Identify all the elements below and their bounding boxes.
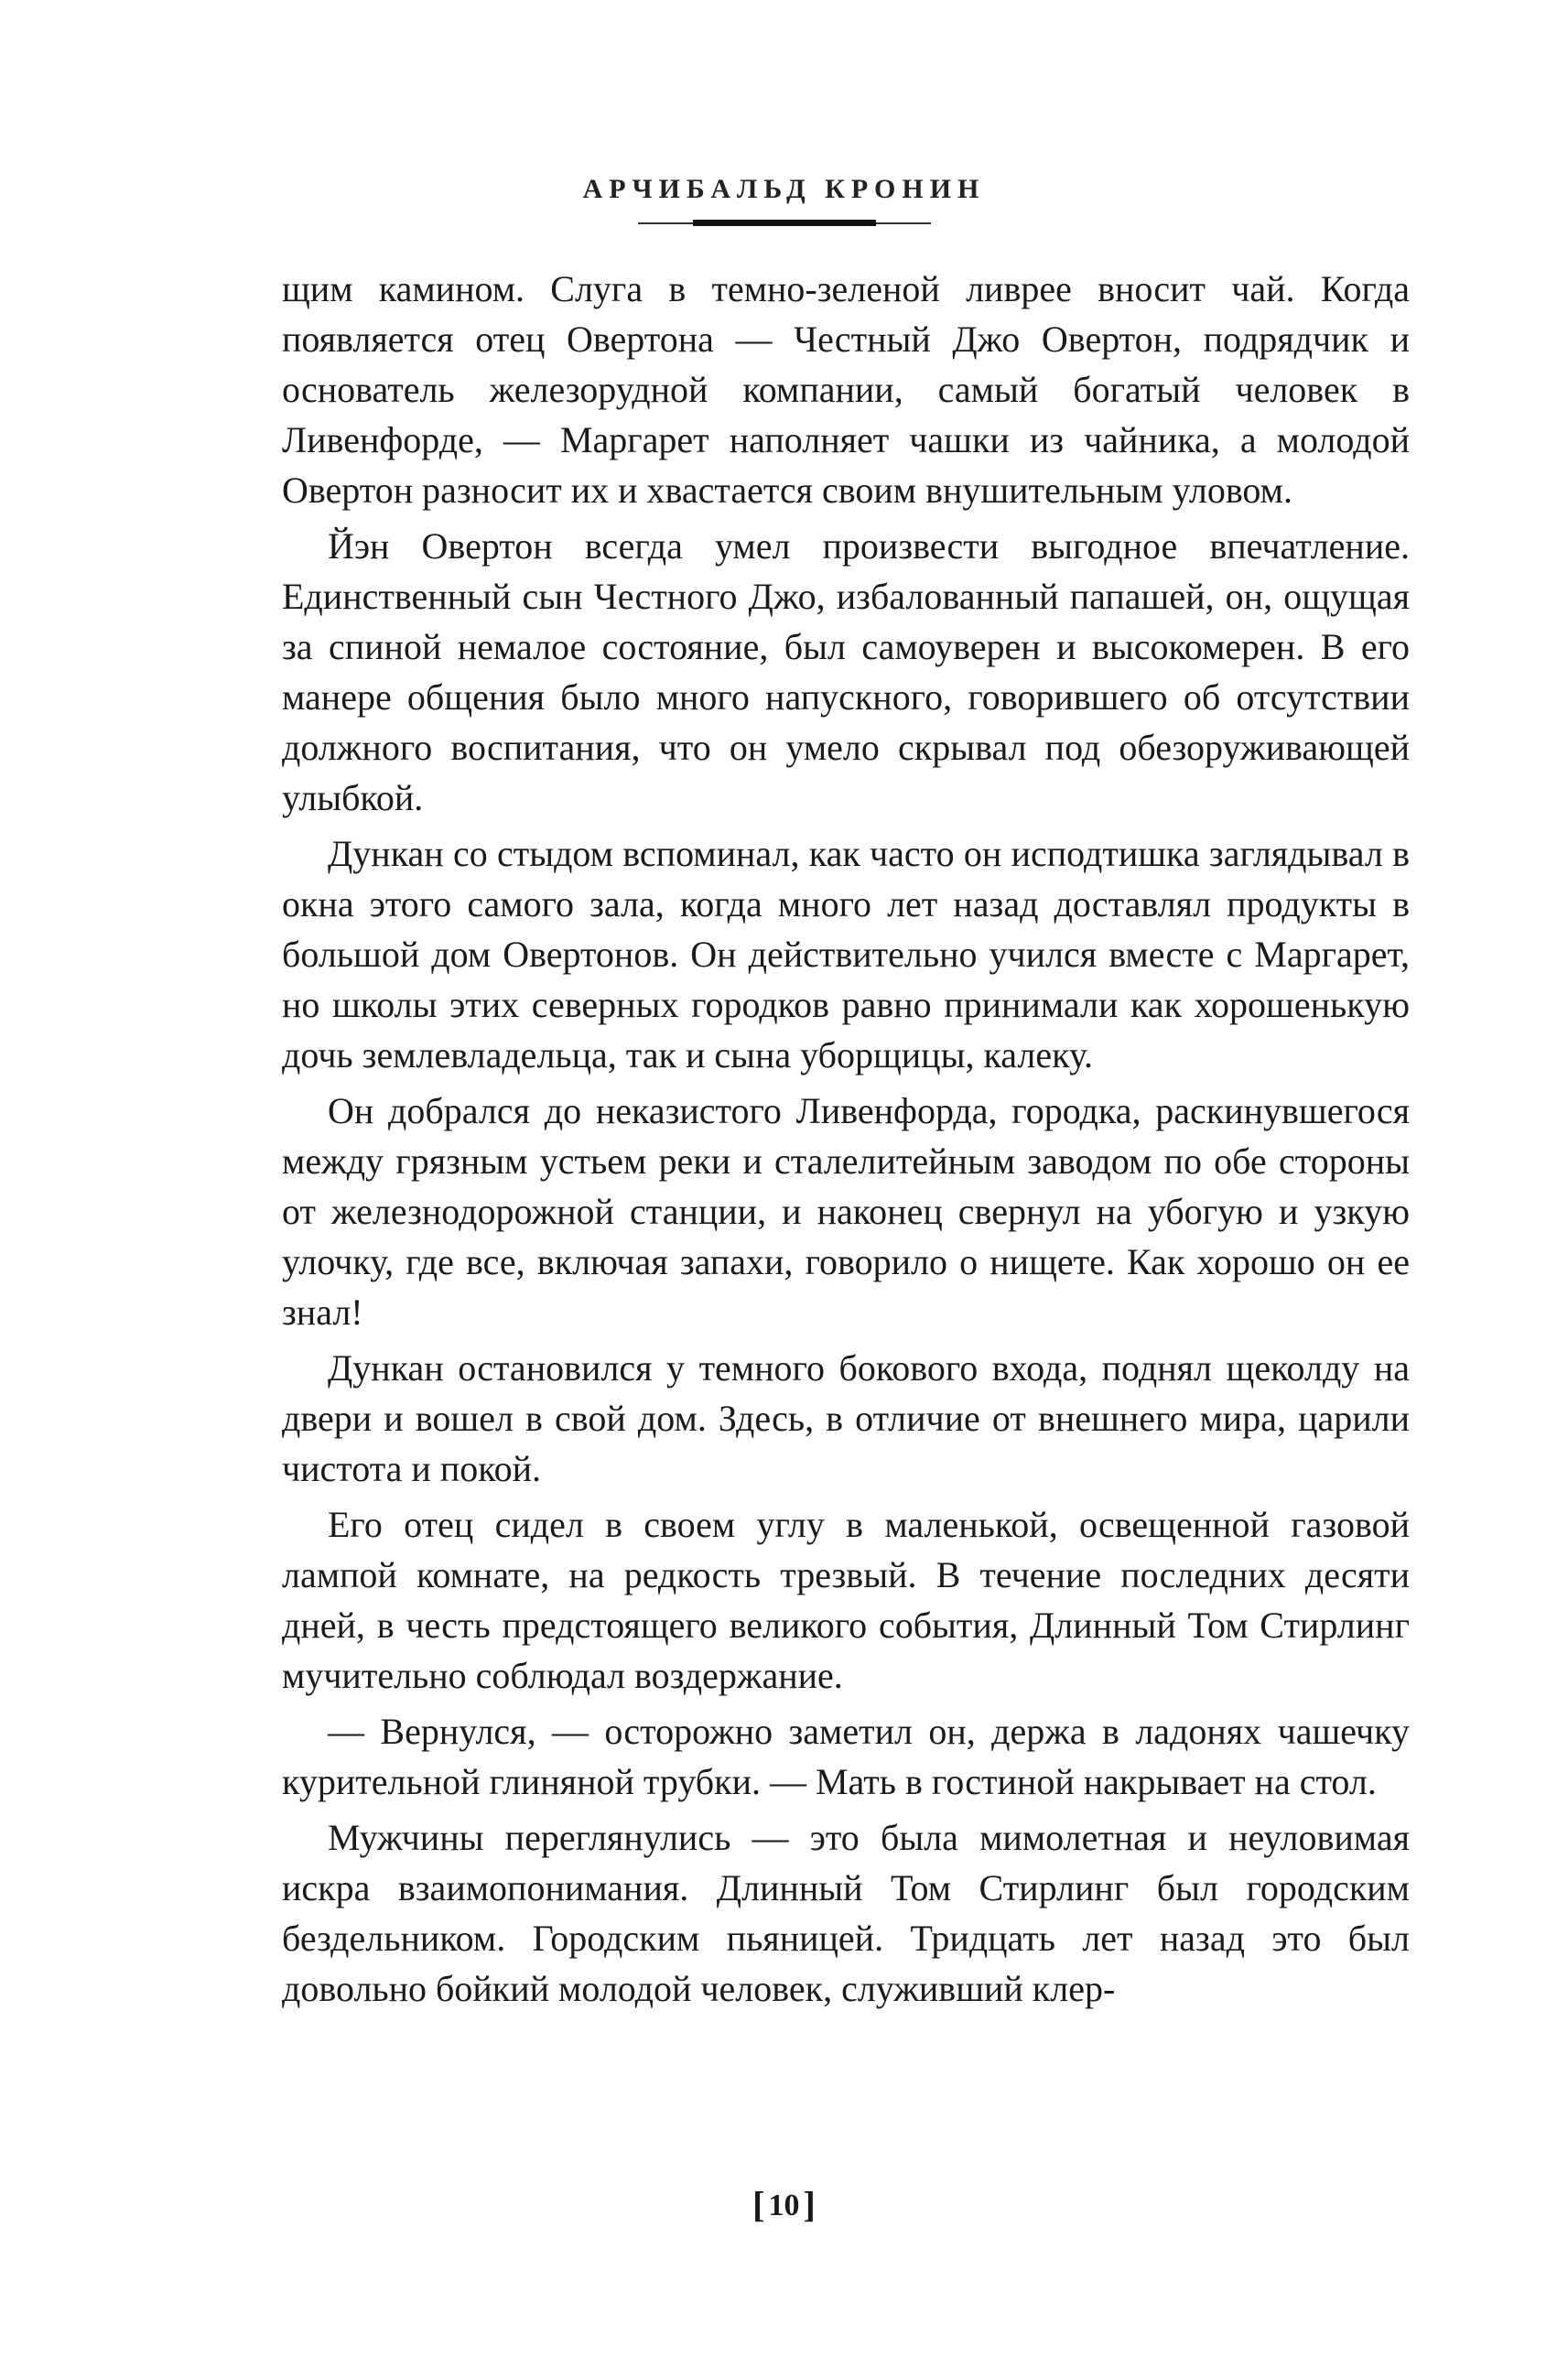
paragraph: Он добрался до неказистого Ливенфорда, городка, раскинувшегося между грязным устьем реки и сталелитейным заводом по обе стороны от железнодорожной станции, и наконец свернул на убогую и узкую улочку, где все, включая запахи, говорило о нищете. Как хорошо он ее знал! [282, 1090, 1410, 1333]
paragraph: Дункан остановился у темного бокового входа, поднял щеколду на двери и вошел в свой дом. Здесь, в отличие от внешнего мира, царили чистота и покой. [282, 1347, 1410, 1489]
page-number [0, 2183, 1568, 2226]
paragraph: Дункан со стыдом вспоминал, как часто он исподтишка заглядывал в окна этого самого зала, когда много лет назад доставлял продукты в большой дом Овертонов. Он действительно учился вместе с Маргарет, но школы этих северных городков равно принимали как хорошенькую дочь землевладельца, так и сына уборщицы, калеку. [282, 833, 1410, 1076]
paragraph: Мужчины переглянулись — это была мимолетная и неуловимая искра взаимопонимания. Длинный Том Стирлинг был городским бездельником. Городским пьяницей. Тридцать лет назад это был довольно бойкий молодой человек, служивший клер- [282, 1817, 1410, 2009]
header-rule-thick [693, 220, 876, 226]
paragraph: Его отец сидел в своем углу в маленькой, освещенной газовой лампой комнате, на редкость трезвый. В течение последних десяти дней, в честь предстоящего великого события, Длинный Том Стирлинг мучительно соблюдал воздержание. [282, 1504, 1410, 1696]
body-text [282, 264, 1410, 2014]
folio-bracket-right: ] [803, 2184, 816, 2225]
dialogue-paragraph: — Вернулся, — осторожно заметил он, держа в ладонях чашечку курительной глиняной трубки. — Мать в гостиной накрывает на стол. [282, 1711, 1410, 1802]
folio-bracket-left: [ [752, 2184, 765, 2225]
paragraph: Йэн Овертон всегда умел произвести выгодное впечатление. Единственный сын Честного Джо, избалованный папашей, он, ощущая за спиной немалое состояние, был самоуверен и высокомерен. В его манере общения было много напускного, говорившего об отсутствии должного воспитания, что он умело скрывал под обезоруживающей улыбкой. [282, 525, 1410, 818]
page-header [0, 174, 1568, 227]
page-number-value: 10 [768, 2189, 800, 2222]
header-rule [638, 220, 931, 227]
running-head-author: АРЧИБАЛЬД КРОНИН [582, 174, 986, 204]
paragraph-continued: щим камином. Слуга в темно-зеленой ливрее вносит чай. Когда появляется отец Овертона — Честный Джо Овертон, подрядчик и основатель железорудной компании, самый богатый человек в Ливенфорде, — Маргарет наполняет чашки из чайника, а молодой Овертон разносит их и хвастается своим внушительным уловом. [282, 268, 1410, 511]
